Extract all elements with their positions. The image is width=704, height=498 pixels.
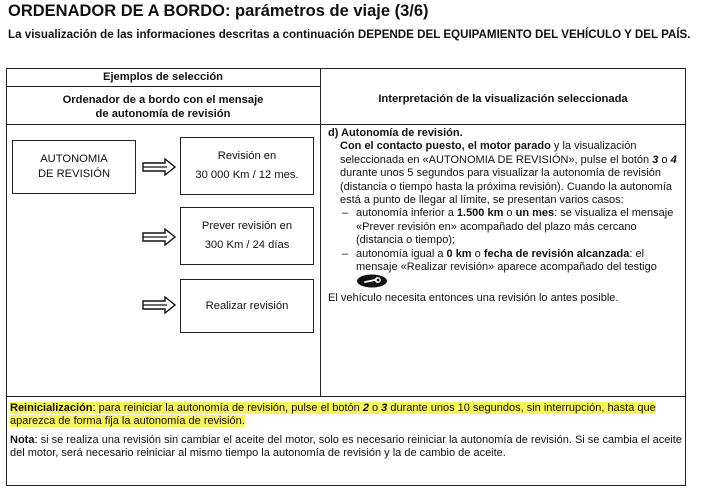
column-divider bbox=[320, 68, 321, 397]
p1-b: durante unos 5 segundos para visualizar la autonomía de revisión (distancia o tiempo hasta la próxima revisión). Cuando la autonomía está a punto de llegar al límite, se presentan varios casos: bbox=[340, 167, 673, 207]
case-item: – autonomía inferior a 1.500 km o un mes: se visualiza el mensaje «Prever revisión en» acompañado del plazo más cercano (distancia o tiempo); bbox=[340, 207, 680, 247]
reset-paragraph bbox=[10, 402, 682, 429]
p1-o: o bbox=[658, 153, 671, 166]
reset-btn2: 2 bbox=[362, 402, 369, 414]
intro-text: La visualización de las informaciones descritas a continuación DEPENDE DEL EQUIPAMIENTO DEL VEHÍCULO Y DEL PAÍS. bbox=[8, 28, 691, 41]
header-divider-left bbox=[6, 86, 320, 87]
display-service-in-line2: 30 000 Km / 12 mes. bbox=[195, 169, 299, 181]
reset-text-a: : para reiniciar la autonomía de revisión, pulse el botón bbox=[92, 402, 363, 414]
p1-btn4: 4 bbox=[670, 153, 677, 166]
interpretation-paragraph bbox=[328, 140, 680, 288]
header-interpretation: Interpretación de la visualización seleccionada bbox=[378, 93, 628, 105]
selector-line2: DE REVISIÓN bbox=[37, 168, 111, 180]
arrow-right-icon bbox=[141, 228, 177, 246]
interpretation-text bbox=[328, 127, 680, 306]
arrow-right-icon bbox=[141, 158, 177, 176]
header-divider bbox=[6, 124, 686, 125]
display-plan-service bbox=[180, 207, 314, 265]
header-computer bbox=[6, 93, 320, 121]
display-plan-service-line1: Prever revisión en bbox=[201, 220, 293, 232]
arrow-right-icon bbox=[141, 296, 177, 314]
closing-text: El vehículo necesita entonces una revisión lo antes posible. bbox=[328, 292, 619, 305]
display-do-service bbox=[180, 279, 314, 333]
body-divider bbox=[6, 396, 686, 397]
page-title: ORDENADOR DE A BORDO: parámetros de viaje (3/6) bbox=[8, 2, 429, 20]
display-do-service-text: Realizar revisión bbox=[205, 299, 289, 312]
display-service-in-line1: Revisión en bbox=[217, 150, 277, 162]
p1-a: y la visualización seleccionada en «AUTONOMIA DE REVISIÓN», pulse el botón bbox=[340, 140, 653, 166]
interpretation-heading: d) Autonomía de revisión. bbox=[328, 127, 463, 139]
reset-label: Reinicialización bbox=[10, 402, 93, 414]
p1-btn3: 3 bbox=[652, 153, 659, 166]
selector-line1: AUTONOMIA bbox=[40, 153, 108, 165]
selector-box bbox=[12, 140, 136, 194]
case-item: – autonomía igual a 0 km o fecha de revisión alcanzada: el mensaje «Realizar revisión» aparece acompañado del testigo bbox=[340, 248, 680, 275]
p1-bold: Con el contacto puesto, el motor parado bbox=[340, 140, 551, 153]
reset-text-b: durante unos 10 segundos, sin interrupción, hasta que aparezca de forma fija la autonomía de revisión. bbox=[10, 402, 656, 428]
header-computer-line2: de autonomía de revisión bbox=[95, 108, 231, 120]
reset-o: o bbox=[368, 402, 382, 414]
note-text: : si se realiza una revisión sin cambiar el aceite del motor, solo es necesario reiniciar la autonomía de revisión. Si se cambia el aceite del motor, será necesario reiniciar al mismo tiempo la autonomía de revisión y la de cambio de aceite. bbox=[10, 434, 682, 460]
header-examples: Ejemplos de selección bbox=[102, 71, 223, 83]
cases-list bbox=[340, 207, 680, 274]
reset-btn3: 3 bbox=[381, 402, 388, 414]
display-service-in bbox=[180, 137, 314, 195]
note-label: Nota bbox=[10, 434, 35, 446]
wrench-warning-icon bbox=[356, 274, 388, 288]
note-paragraph bbox=[10, 434, 682, 461]
header-computer-line1: Ordenador de a bordo con el mensaje bbox=[62, 94, 264, 106]
display-plan-service-line2: 300 Km / 24 días bbox=[204, 239, 290, 251]
